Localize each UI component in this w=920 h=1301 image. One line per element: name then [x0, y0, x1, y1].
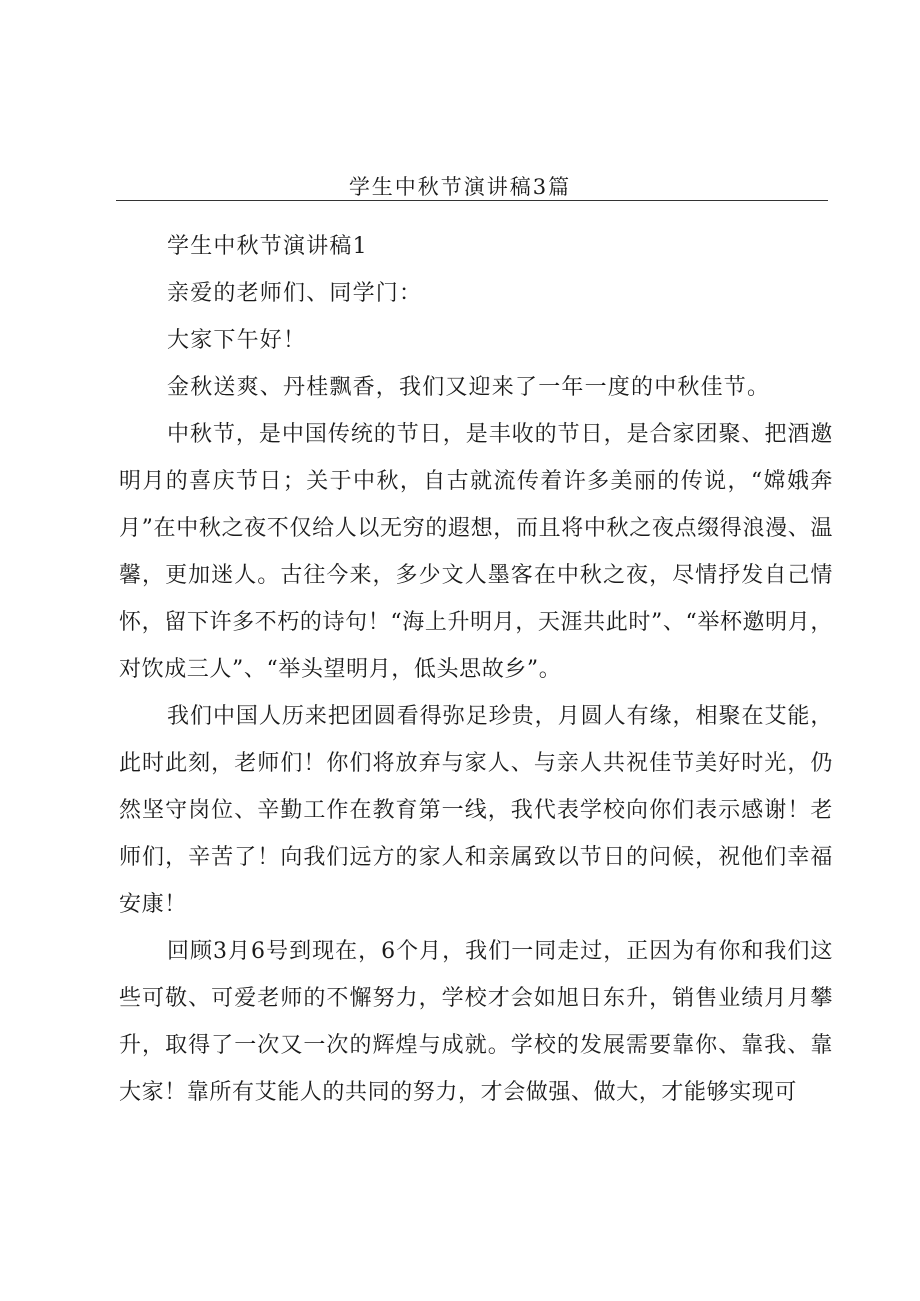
- salutation: 亲爱的老师们、同学门：: [167, 281, 423, 306]
- greeting: 大家下午好！: [167, 328, 307, 353]
- section-heading: 学生中秋节演讲稿1: [167, 234, 368, 259]
- paragraph-intro: 金秋送爽、丹桂飘香，我们又迎来了一年一度的中秋佳节。: [167, 375, 771, 400]
- paragraph-review: 回顾3月6号到现在，6个月，我们一同走过，正因为有你和我们这些可敬、可爱老师的不懈努力，学校才会如旭日东升，销售业绩月月攀升，取得了一次又一次的辉煌与成就。学校的发展需要靠你、靠我、靠大家！靠所有艾能人的共同的努力，才会做强、做大，才能够实现可: [119, 939, 833, 1105]
- paragraph-mid-autumn: 中秋节，是中国传统的节日，是丰收的节日，是合家团聚、把酒邀明月的喜庆节日；关于中秋，自古就流传着许多美丽的传说，“嫦娥奔月”在中秋之夜不仅给人以无穷的遐想，而且将中秋之夜点缀得浪漫、温馨，更加迷人。古往今来，多少文人墨客在中秋之夜，尽情抒发自己情怀，留下许多不朽的诗句！“海上升明月，天涯共此时”、“举杯邀明月，对饮成三人”、“举头望明月，低头思故乡”。: [119, 422, 833, 682]
- document-body: [119, 223, 833, 1116]
- document-title: 学生中秋节演讲稿3篇: [348, 175, 572, 199]
- title-underline: [116, 200, 828, 201]
- paragraph-thanks: 我们中国人历来把团圆看得弥足珍贵，月圆人有缘，相聚在艾能，此时此刻，老师们！你们将放弃与家人、与亲人共祝佳节美好时光，仍然坚守岗位、辛勤工作在教育第一线，我代表学校向你们表示感谢！老师们，辛苦了！向我们远方的家人和亲属致以节日的问候，祝他们幸福安康！: [119, 704, 833, 917]
